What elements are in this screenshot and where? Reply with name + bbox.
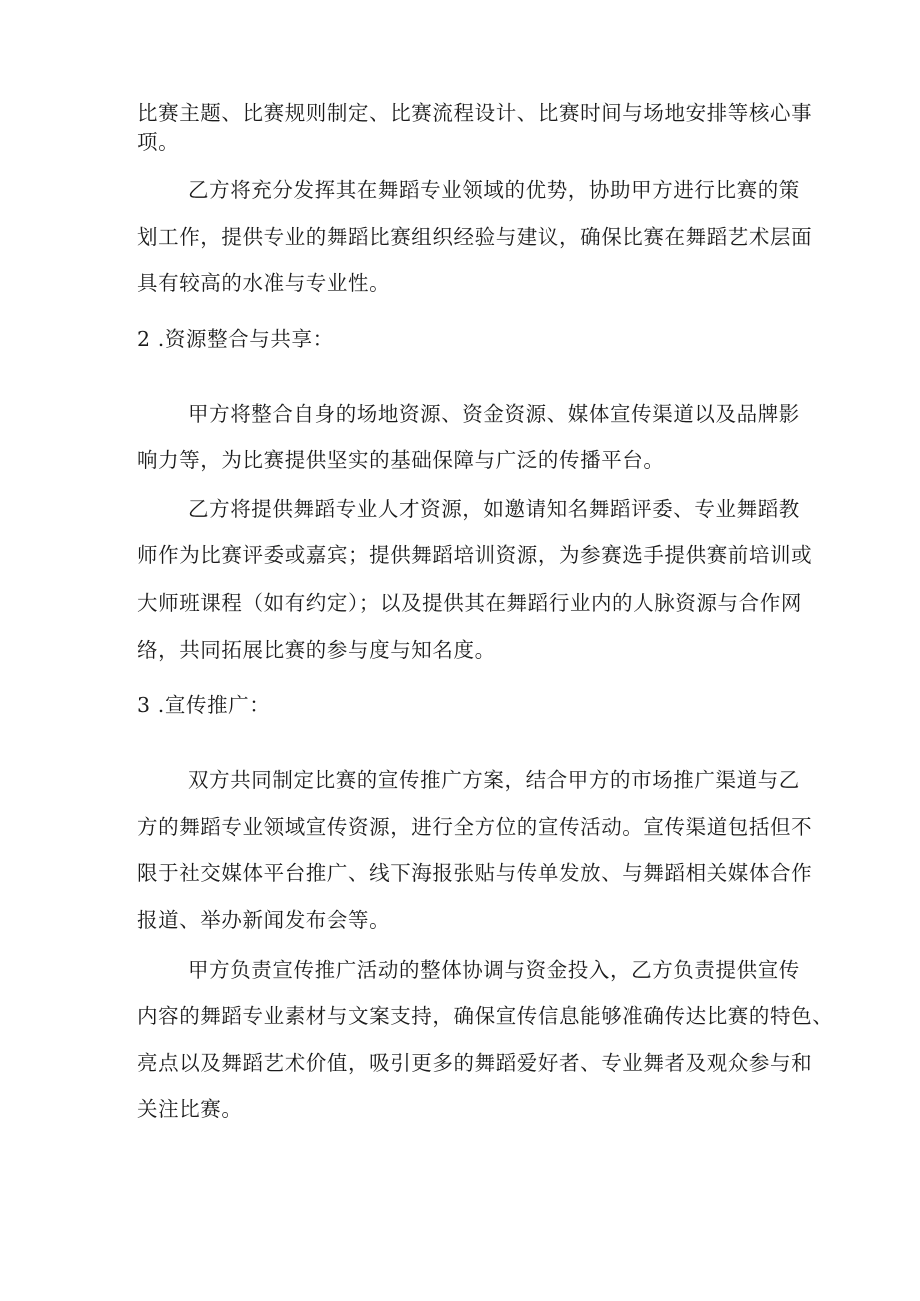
paragraph-line: 大师班课程（如有约定）；以及提供其在舞蹈行业内的人脉资源与合作网 — [137, 591, 802, 615]
paragraph-line: 亮点以及舞蹈艺术价值，吸引更多的舞蹈爱好者、专业舞者及观众参与和 — [137, 1051, 813, 1075]
paragraph-line: 双方共同制定比赛的宣传推广方案，结合甲方的市场推广渠道与乙 — [188, 768, 800, 792]
paragraph-line: 乙方将提供舞蹈专业人才资源，如邀请知名舞蹈评委、专业舞蹈教 — [188, 497, 800, 521]
paragraph-line: 比赛主题、比赛规则制定、比赛流程设计、比赛时间与场地安排等核心事 — [137, 101, 813, 125]
section-heading: 3 .宣传推广： — [137, 693, 271, 717]
paragraph-line: 师作为比赛评委或嘉宾；提供舞蹈培训资源，为参赛选手提供赛前培训或 — [137, 543, 813, 567]
paragraph-line: 关注比赛。 — [137, 1097, 243, 1121]
paragraph-line: 方的舞蹈专业领域宣传资源，进行全方位的宣传活动。宣传渠道包括但不 — [137, 815, 813, 839]
paragraph-line: 限于社交媒体平台推广、线下海报张贴与传单发放、与舞蹈相关媒体合作 — [137, 861, 813, 885]
paragraph-line: 报道、举办新闻发布会等。 — [137, 908, 391, 932]
paragraph-line: 响力等，为比赛提供坚实的基础保障与广泛的传播平台。 — [137, 448, 665, 472]
paragraph-line: 划工作，提供专业的舞蹈比赛组织经验与建议，确保比赛在舞蹈艺术层面 — [137, 225, 813, 249]
paragraph-line: 具有较高的水准与专业性。 — [137, 271, 391, 295]
paragraph-line: 络，共同拓展比赛的参与度与知名度。 — [137, 638, 496, 662]
paragraph-line: 乙方将充分发挥其在舞蹈专业领域的优势，协助甲方进行比赛的策 — [188, 178, 800, 202]
paragraph-line: 项。 — [137, 130, 180, 154]
section-heading: 2 .资源整合与共享： — [137, 327, 334, 351]
paragraph-line: 内容的舞蹈专业素材与文案支持，确保宣传信息能够准确传达比赛的特色、 — [137, 1004, 834, 1028]
paragraph-line: 甲方负责宣传推广活动的整体协调与资金投入，乙方负责提供宣传 — [188, 958, 800, 982]
paragraph-line: 甲方将整合自身的场地资源、资金资源、媒体宣传渠道以及品牌影 — [188, 402, 800, 426]
